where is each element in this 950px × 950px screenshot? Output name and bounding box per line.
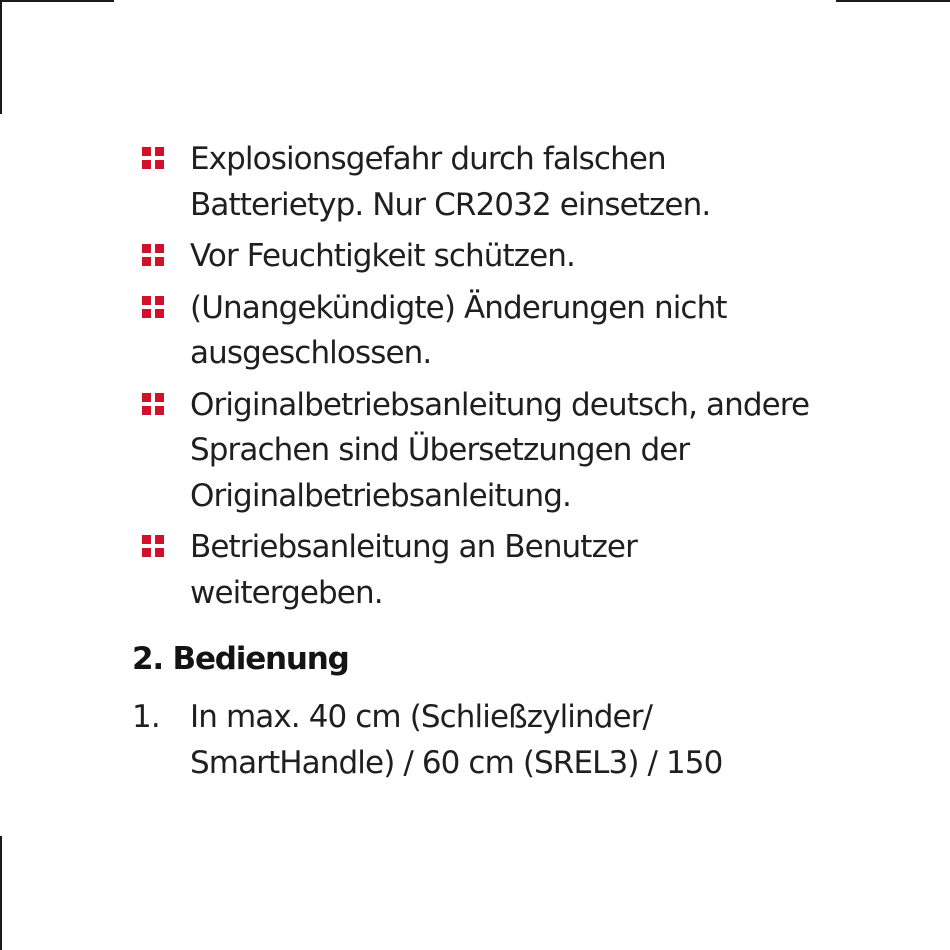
list-item-text: Vor Feuchtigkeit schützen. — [190, 238, 575, 274]
square-bullet-icon — [142, 535, 164, 557]
crop-mark-top-left-horizontal — [0, 0, 114, 2]
list-item — [132, 234, 832, 280]
crop-mark-top-left-vertical — [0, 0, 2, 114]
section-heading: 2. Bedienung — [132, 641, 349, 677]
crop-mark-top-right-horizontal — [836, 0, 950, 2]
list-item — [132, 137, 832, 228]
square-bullet-icon — [142, 296, 164, 318]
square-bullet-icon — [142, 147, 164, 169]
step-item — [132, 695, 832, 786]
crop-mark-bottom-left-vertical — [0, 836, 2, 950]
list-item-text: Betriebsanleitung an Benutzer weitergeben. — [190, 529, 637, 611]
safety-notes-list — [132, 137, 832, 616]
list-item — [132, 383, 832, 520]
step-number: 1. — [132, 699, 160, 735]
operation-steps-list — [132, 695, 832, 786]
list-item-text: Originalbetriebsanleitung deutsch, andere Sprachen sind Übersetzungen der Originalbetriebsanleitung. — [190, 386, 810, 514]
list-item-text: Explosionsgefahr durch falschen Batterietyp. Nur CR2032 einsetzen. — [190, 141, 711, 223]
list-item-text: (Unangekündigte) Änderungen nicht ausgeschlossen. — [190, 289, 727, 371]
step-text: In max. 40 cm (Schließzylinder/ SmartHandle) / 60 cm (SREL3) / 150 — [190, 699, 723, 781]
square-bullet-icon — [142, 244, 164, 266]
document-content — [132, 137, 832, 786]
list-item — [132, 525, 832, 616]
square-bullet-icon — [142, 393, 164, 415]
list-item — [132, 286, 832, 377]
